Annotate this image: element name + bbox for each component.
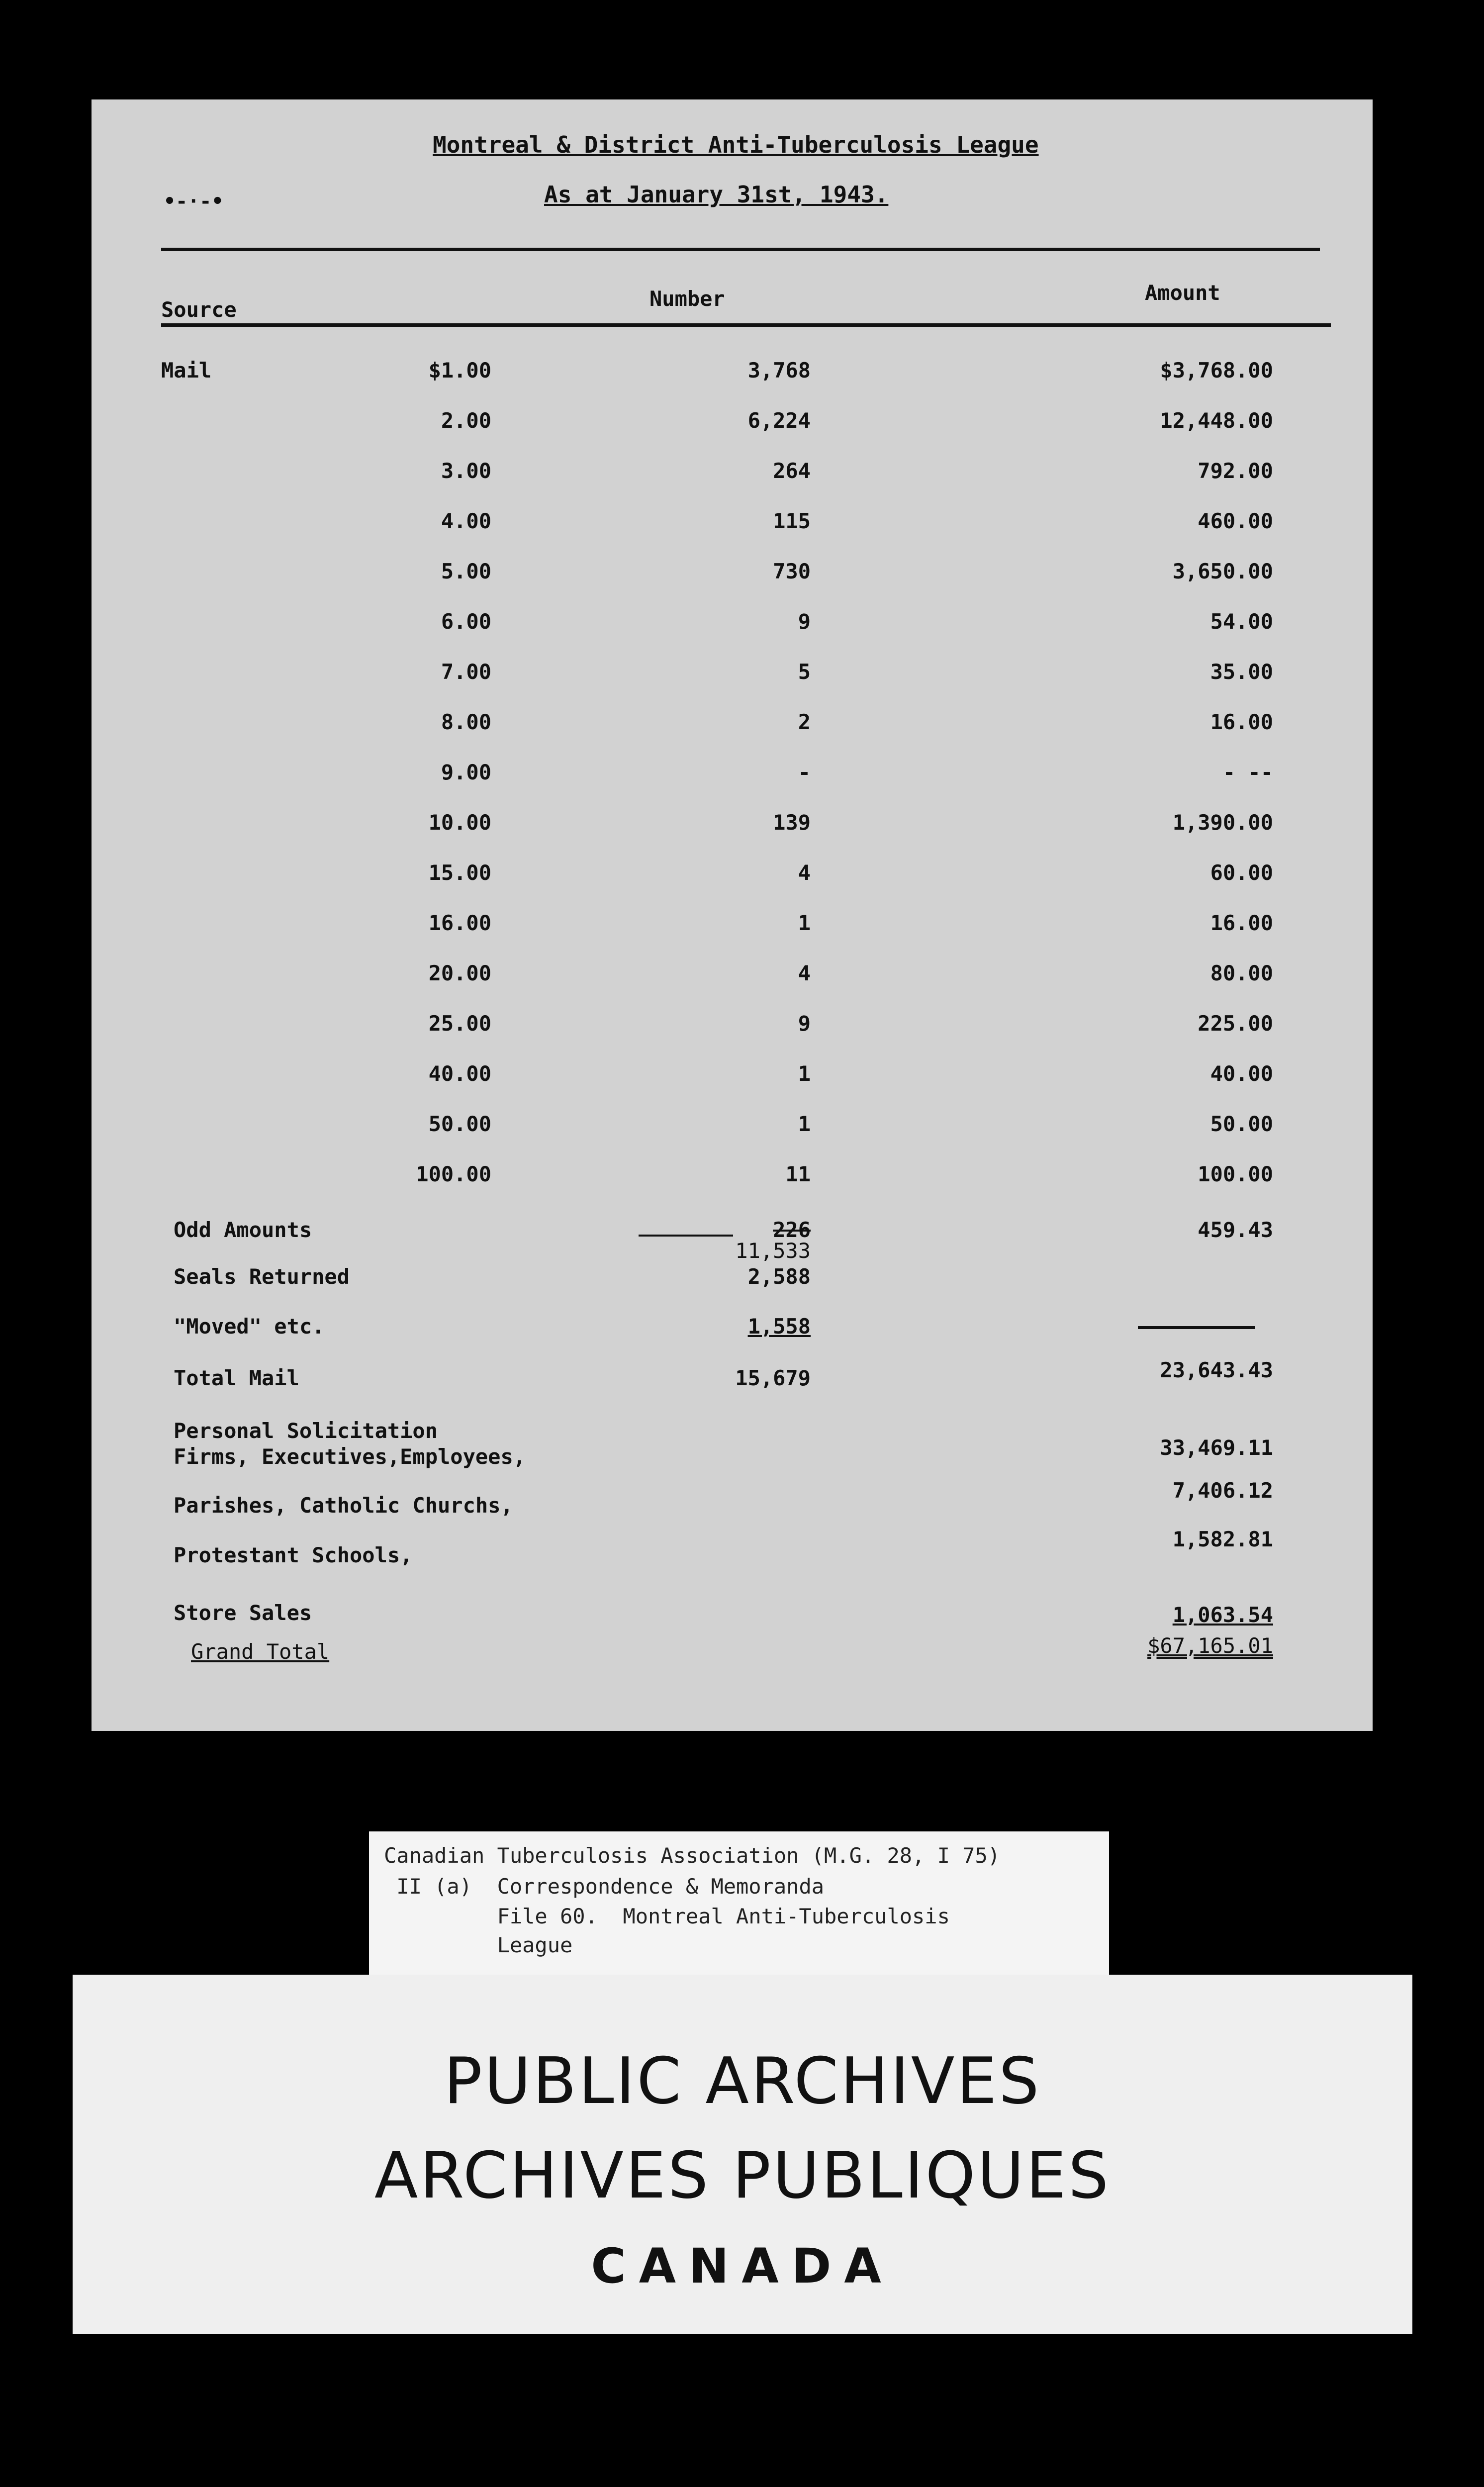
mail-denomination: 20.00 [428,961,491,985]
seals-returned-label: Seals Returned [174,1264,350,1289]
header-amount: Amount [1145,281,1220,305]
moved-row [92,1314,1373,1354]
mail-amount: 12,448.00 [1160,408,1273,433]
mail-row [92,1011,1373,1051]
amount-total-rule [1138,1326,1255,1329]
mail-number: 730 [773,559,811,583]
header-source: Source [161,297,237,322]
parishes-label: Parishes, Catholic Churchs, [174,1493,513,1518]
odd-amounts-amount: 459.43 [1198,1218,1273,1242]
mail-number: 9 [798,609,811,634]
mail-denomination: 8.00 [441,710,491,734]
seals-returned-row [92,1264,1373,1304]
mail-row [92,710,1373,750]
mail-number: 6,224 [747,408,811,433]
mail-number: 3,768 [747,358,811,383]
subtotal-number: 11,533 [735,1239,811,1263]
catalog-label [369,1831,1109,1976]
mail-denomination: 2.00 [441,408,491,433]
mail-amount: 792.00 [1198,459,1273,483]
stamp-line-country: CANADA [591,2238,894,2294]
mail-number: 115 [773,509,811,533]
mail-amount: 50.00 [1210,1112,1273,1136]
grand-total-row [92,1633,1373,1679]
mail-row [92,408,1373,448]
total-mail-amount: 23,643.43 [1160,1358,1273,1382]
mail-row [92,559,1373,599]
mail-row [92,459,1373,498]
moved-label: "Moved" etc. [174,1314,325,1339]
mail-number: 2 [798,710,811,734]
odd-amounts-number: 226 [773,1218,811,1242]
mail-amount: 460.00 [1198,509,1273,533]
catalog-line-4: League [384,1933,573,1957]
stamp-line-english: PUBLIC ARCHIVES [444,2044,1041,2118]
mail-amount: 54.00 [1210,609,1273,634]
grand-total-label: Grand Total [191,1639,330,1664]
mail-row [92,358,1373,398]
mail-denomination: 5.00 [441,559,491,583]
total-mail-number: 15,679 [735,1366,811,1390]
mail-amount: 16.00 [1210,710,1273,734]
mail-number: 1 [798,1061,811,1086]
mail-number: 5 [798,660,811,684]
mail-denomination: 40.00 [428,1061,491,1086]
personal-solicitation-row [92,1419,1373,1469]
mail-row [92,810,1373,850]
catalog-line-1: Canadian Tuberculosis Association (M.G. 28, I 75) [384,1843,1001,1868]
mail-denomination: $1.00 [428,358,491,383]
mail-denomination: 16.00 [428,911,491,935]
mail-row [92,1112,1373,1151]
mail-row [92,861,1373,900]
personal-solicitation-label: Personal Solicitation [174,1419,438,1443]
mail-amount: - -- [1222,760,1273,784]
total-mail-row [92,1358,1373,1406]
personal-solicitation-amount: 33,469.11 [1160,1435,1273,1460]
mail-amount: 16.00 [1210,911,1273,935]
mail-amount: 40.00 [1210,1061,1273,1086]
mail-row [92,961,1373,1001]
mail-amount: 100.00 [1198,1162,1273,1186]
mail-row [92,509,1373,549]
grand-total-amount: $67,165.01 [1147,1633,1273,1658]
mail-amount: 1,390.00 [1172,810,1273,835]
mail-number: 11 [785,1162,811,1186]
mail-row [92,1162,1373,1202]
seals-returned-number: 2,588 [747,1264,811,1289]
store-sales-label: Store Sales [174,1601,312,1625]
mail-denomination: 7.00 [441,660,491,684]
mail-denomination: 4.00 [441,509,491,533]
mail-denomination: 3.00 [441,459,491,483]
mail-denomination: 9.00 [441,760,491,784]
protestant-amount: 1,582.81 [1172,1527,1273,1551]
mail-amount: 60.00 [1210,861,1273,885]
header-number: Number [649,287,725,311]
archives-stamp [73,1975,1412,2334]
mail-row [92,660,1373,699]
store-sales-amount: 1,063.54 [1172,1603,1273,1627]
moved-number: 1,558 [747,1314,811,1339]
mail-number: 139 [773,810,811,835]
document-subtitle: As at January 31st, 1943. [544,181,889,208]
mail-row [92,911,1373,951]
mail-amount: 80.00 [1210,961,1273,985]
mail-denomination: 50.00 [428,1112,491,1136]
mail-amount: 225.00 [1198,1011,1273,1036]
odd-amounts-label: Odd Amounts [174,1218,312,1242]
header-rule-top [161,248,1320,251]
mail-number: 9 [798,1011,811,1036]
mail-denomination: 6.00 [441,609,491,634]
mail-denomination: 10.00 [428,810,491,835]
mail-number: 4 [798,961,811,985]
mail-row [92,609,1373,649]
mail-number: 264 [773,459,811,483]
mail-number: 4 [798,861,811,885]
protestant-row [92,1527,1373,1583]
personal-solicitation-label-2: Firms, Executives,Employees, [174,1444,526,1469]
mail-denomination: 100.00 [416,1162,491,1186]
catalog-line-3: File 60. Montreal Anti-Tuberculosis [384,1904,950,1928]
parishes-amount: 7,406.12 [1172,1478,1273,1503]
document-title: Montreal & District Anti-Tuberculosis League [433,131,1039,158]
mail-number: 1 [798,1112,811,1136]
mail-source-label: Mail [161,358,212,383]
mail-denomination: 15.00 [428,861,491,885]
mail-number: 1 [798,911,811,935]
header-rule-bottom [161,323,1331,327]
mail-denomination: 25.00 [428,1011,491,1036]
pen-mark: •-·-• [164,190,224,213]
mail-amount: $3,768.00 [1160,358,1273,383]
mail-row [92,760,1373,800]
document-page [92,99,1373,1731]
protestant-label: Protestant Schools, [174,1543,413,1567]
mail-row [92,1061,1373,1101]
catalog-line-2: II (a) Correspondence & Memoranda [384,1874,825,1899]
mail-amount: 3,650.00 [1172,559,1273,583]
stamp-line-french: ARCHIVES PUBLIQUES [374,2139,1111,2213]
total-mail-label: Total Mail [174,1366,299,1390]
mail-number: - [798,760,811,784]
number-subtotal-rule [639,1235,733,1237]
mail-amount: 35.00 [1210,660,1273,684]
